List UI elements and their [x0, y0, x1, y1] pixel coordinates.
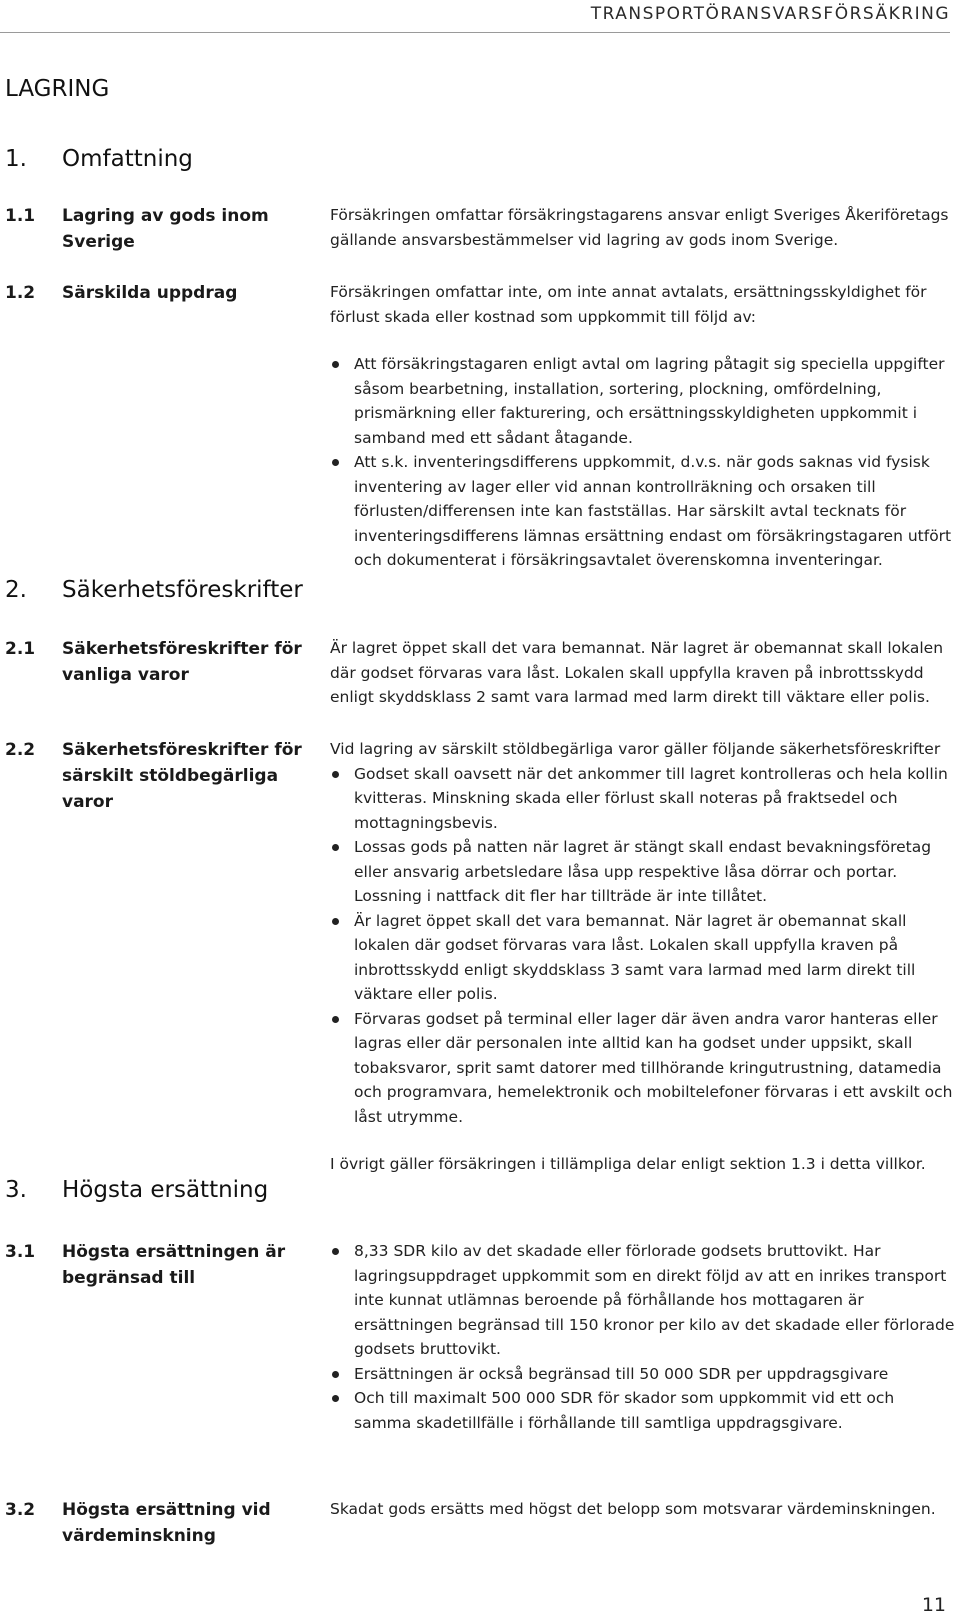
section-1-title: Omfattning: [62, 146, 193, 172]
section-2-2-list: [330, 762, 955, 1130]
header-rule: [0, 32, 950, 33]
list-item: Förvaras godset på terminal eller lager där även andra varor hanteras eller lagras eller där personalen inte alltid kan ha godset under uppsikt, skall tobaksvaror, sprit samt datorer med tillhörande kringutrustning, datamedia och programvara, hemelektronik och mobiltelefoner förvaras i ett avskilt och låst utrymme.: [330, 1007, 955, 1130]
section-2-2-number: 2.2: [5, 740, 36, 760]
section-1-heading: [5, 146, 193, 172]
section-1-2-title: Särskilda uppdrag: [62, 283, 238, 303]
list-item: Godset skall oavsett när det ankommer till lagret kontrolleras och hela kollin kvitteras. Minskning skada eller förlust skall noteras på fraktsedel och mottagningsbevis.: [330, 762, 955, 836]
section-1-2-text: Försäkringen omfattar inte, om inte annat avtalats, ersättningsskyldighet för förlust skada eller kostnad som uppkommit till följd av:: [330, 283, 927, 326]
section-2-2-body: [330, 737, 955, 1177]
running-header: TRANSPORTÖRANSVARSFÖRSÄKRING: [590, 4, 950, 24]
list-item: Lossas gods på natten när lagret är stängt skall endast bevakningsföretag eller ansvarig arbetsledare låsa upp respektive låsa dörrar och portar. Lossning i nattfack dit fler har tillträde är inte tillåtet.: [330, 835, 955, 909]
list-item: Är lagret öppet skall det vara bemannat. När lagret är obemannat skall lokalen där godset förvaras vara låst. Lokalen skall uppfylla kraven på inbrottsskydd enligt skyddsklass 3 samt vara larmad med larm direkt till väktare eller polis.: [330, 909, 955, 1007]
section-1-1-label: [5, 203, 315, 255]
section-2-2-outro: I övrigt gäller försäkringen i tillämpliga delar enligt sektion 1.3 i detta villkor.: [330, 1155, 926, 1173]
section-1-number: 1.: [5, 146, 27, 172]
section-2-1-title: Säkerhetsföreskrifter för vanliga varor: [62, 639, 302, 685]
section-3-1-number: 3.1: [5, 1242, 36, 1262]
section-2-number: 2.: [5, 577, 27, 603]
section-1-1-title: Lagring av gods inom Sverige: [62, 206, 269, 252]
list-item: 8,33 SDR kilo av det skadade eller förlorade godsets bruttovikt. Har lagringsuppdraget uppkommit som en direkt följd av att en inrikes transport inte kunnat utlämnas beroende på förhållande hos mottagaren är ersättningen begränsad till 150 kronor per kilo av det skadade eller förlorade godsets bruttovikt.: [330, 1239, 955, 1362]
section-2-2-intro: Vid lagring av särskilt stöldbegärliga varor gäller följande säkerhetsföreskrifter: [330, 740, 941, 758]
section-2-heading: [5, 577, 303, 603]
list-item: Att s.k. inventeringsdifferens uppkommit, d.v.s. när gods saknas vid fysisk inventering av lager eller vid annan kontrollräkning och orsaken till förlusten/differensen inte kan fastställas. Har särskilt avtal tecknats för inventeringsdifferens lämnas ersättning endast om försäkringstagaren utfört och dokumenterat i försäkringsavtalet överenskomna inventeringar.: [330, 450, 955, 573]
list-item: Och till maximalt 500 000 SDR för skador som uppkommit vid ett och samma skadetillfälle i förhållande till samtliga uppdragsgivare.: [330, 1386, 955, 1435]
section-2-1-text: Är lagret öppet skall det vara bemannat. När lagret är obemannat skall lokalen där godset förvaras vara låst. Lokalen skall uppfylla kraven på inbrottsskydd enligt skyddsklass 2 samt vara larmad med larm direkt till väktare eller polis.: [330, 639, 944, 706]
section-2-1-number: 2.1: [5, 639, 36, 659]
section-3-2-label: [5, 1497, 315, 1549]
document-title: LAGRING: [5, 76, 110, 102]
section-3-1-title: Högsta ersättningen är begränsad till: [62, 1242, 286, 1288]
list-item: Ersättningen är också begränsad till 50 000 SDR per uppdragsgivare: [330, 1362, 955, 1387]
section-3-title: Högsta ersättning: [62, 1177, 269, 1203]
section-1-1-number: 1.1: [5, 206, 36, 226]
section-3-2-number: 3.2: [5, 1500, 36, 1520]
section-1-2-body: [330, 280, 955, 573]
section-2-title: Säkerhetsföreskrifter: [62, 577, 303, 603]
section-3-1-label: [5, 1239, 315, 1291]
list-item: Att försäkringstagaren enligt avtal om lagring påtagit sig speciella uppgifter såsom bearbetning, installation, sortering, plockning, omfördelning, prismärkning eller fakturering, och ersättningsskyldigheten uppkommit i samband med ett sådant åtagande.: [330, 352, 955, 450]
section-1-2-label: [5, 280, 315, 306]
section-1-2-number: 1.2: [5, 283, 36, 303]
page-number: 11: [921, 1594, 946, 1616]
section-3-number: 3.: [5, 1177, 27, 1203]
section-3-2-title: Högsta ersättning vid värdeminskning: [62, 1500, 271, 1546]
section-3-1-body: [330, 1239, 955, 1435]
section-1-1-text: Försäkringen omfattar försäkringstagarens ansvar enligt Sveriges Åkeriföretags gällande ansvarsbestämmelser vid lagring av gods inom Sverige.: [330, 206, 949, 249]
section-3-1-list: [330, 1239, 955, 1435]
section-2-2-title: Säkerhetsföreskrifter för särskilt stöldbegärliga varor: [62, 740, 302, 812]
section-3-2-text: Skadat gods ersätts med högst det belopp som motsvarar värdeminskningen.: [330, 1500, 936, 1518]
section-1-2-list: [330, 352, 955, 573]
section-2-2-label: [5, 737, 315, 815]
section-3-heading: [5, 1177, 268, 1203]
section-2-1-label: [5, 636, 315, 688]
